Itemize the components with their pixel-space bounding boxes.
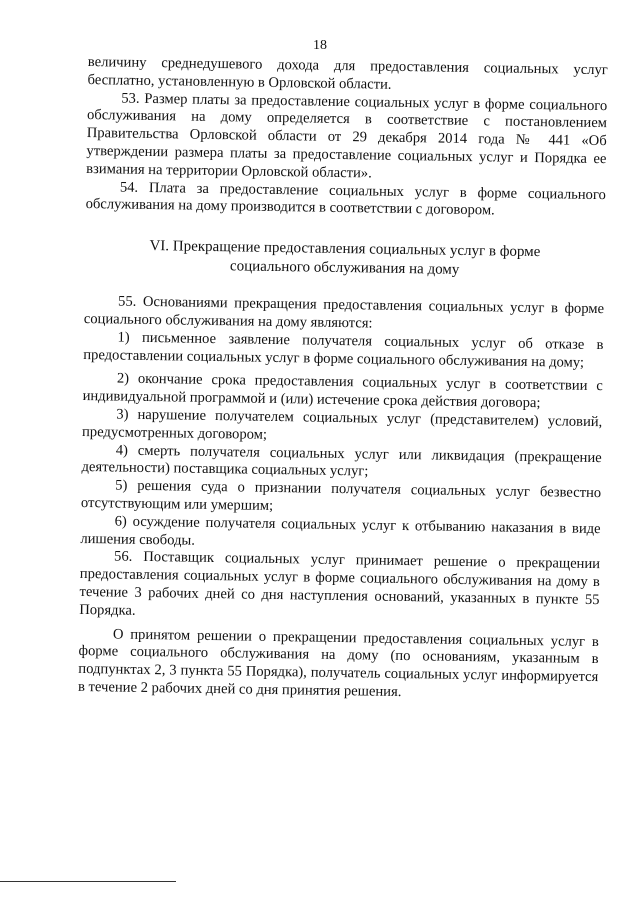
list-item-4: 4) смерть получателя социальных услуг или ликвидация (прекращение деятельности) поставщика социальных услуг; [81,442,602,480]
document-body [78,54,608,705]
section-heading-line-1: VI. Прекращение предоставления социальных услуг в форме [149,238,541,261]
section-heading [85,236,606,281]
page-number: 18 [313,38,327,53]
list-item-5: 5) решения суда о признании получателя социальных услуг безвестно отсутствующим или умершим; [80,477,602,514]
paragraph-55: 55. Основаниями прекращения предоставления социальных услуг в форме социального обслуживания на дому являются: [83,293,605,332]
footer-rule [0,881,176,882]
paragraph-53: 53. Размер платы за предоставление социальных услуг в форме социального обслуживания на дому определяется в соответствие с постановлением Правительства Орловской области от 29 декабря 2014 года № 441 «Об утверждении размера платы за предоставление социальных услуг и Порядка ее взимания на территории Орловской области». [86,90,608,182]
list-item-1: 1) письменное заявление получателя социальных услуг об отказе в предоставлении социальных услуг в форме социального обслуживания на дому; [83,329,604,371]
list-item-3: 3) нарушение получателем социальных услуг (представителем) условий, предусмотренных договором; [81,406,603,443]
paragraph-56: 56. Поставщик социальных услуг принимает решение о прекращении предоставления социальных услуг в форме социального обслуживания на дому в течение 3 рабочих дней со дня наступления оснований, указанных в пункте 55 Порядка. [79,548,601,619]
list-item-6: 6) осуждение получателя социальных услуг к отбыванию наказания в виде лишения свободы. [80,513,601,549]
paragraph-decision-notice: О принятом решении о прекращении предоставления социальных услуг в форме социального обслуживания на дому (по основаниям, указанным в подпунктах 2, 3 пункта 55 Порядка), получатель социальных услуг информируется в течение 2 рабочих дней со дня принятия решения. [77,625,599,700]
paragraph-54: 54. Плата за предоставление социальных услуг в форме социального обслуживания на дому производится в соответствии с договором. [85,179,606,219]
section-heading-line-2: социального обслуживания на дому [229,257,460,278]
paragraph-continuation: величину среднедушевого дохода для предоставления социальных услуг бесплатно, установленную в Орловской области. [87,54,608,93]
list-item-2: 2) окончание срока предоставления социальных услуг в соответствии с индивидуальной программой и (или) истечение срока действия договора; [82,370,603,412]
